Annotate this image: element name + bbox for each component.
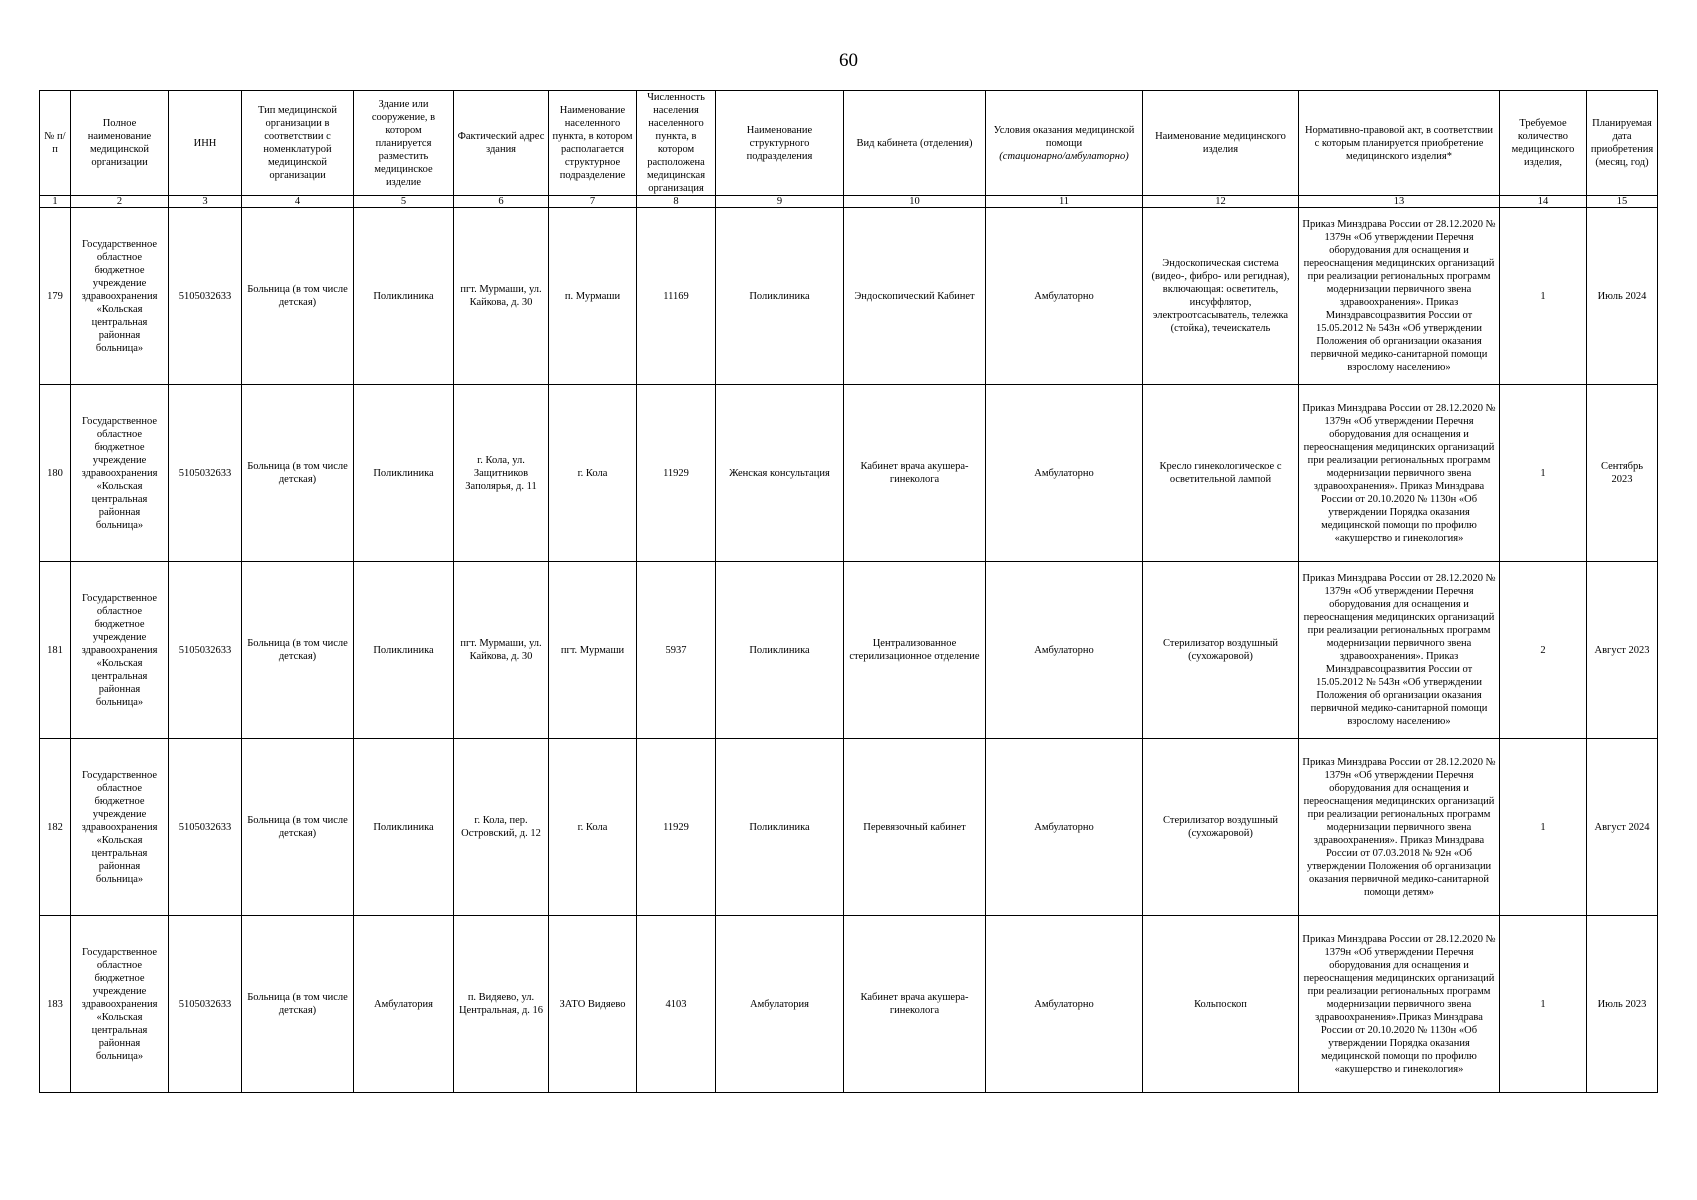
header-row [40, 91, 1658, 196]
col-header-text: Условия оказания медицинской помощи [993, 124, 1135, 149]
cell-num: 182 [40, 739, 71, 916]
cell-locality: ЗАТО Видяево [549, 916, 637, 1093]
cell-org: Государственное областное бюджетное учреждение здравоохранения «Кольская центральная районная больница» [71, 916, 169, 1093]
cell-date: Сентябрь 2023 [1587, 385, 1658, 562]
column-number: 9 [716, 196, 844, 208]
table-row [40, 562, 1658, 739]
col-header: Фактический адрес здания [454, 91, 549, 196]
cell-type: Больница (в том числе детская) [242, 562, 354, 739]
column-number: 11 [986, 196, 1143, 208]
cell-population: 11929 [637, 739, 716, 916]
cell-room: Централизованное стерилизационное отделение [844, 562, 986, 739]
cell-conditions: Амбулаторно [986, 916, 1143, 1093]
column-number: 5 [354, 196, 454, 208]
cell-population: 11929 [637, 385, 716, 562]
cell-locality: г. Кола [549, 385, 637, 562]
table-row [40, 739, 1658, 916]
cell-num: 183 [40, 916, 71, 1093]
cell-device: Кресло гинекологическое с осветительной лампой [1143, 385, 1299, 562]
cell-building: Поликлиника [354, 562, 454, 739]
cell-qty: 1 [1500, 385, 1587, 562]
cell-device: Стерилизатор воздушный (сухожаровой) [1143, 739, 1299, 916]
cell-room: Кабинет врача акушера-гинеколога [844, 385, 986, 562]
col-header: Наименование структурного подразделения [716, 91, 844, 196]
table-row [40, 916, 1658, 1093]
cell-date: Август 2023 [1587, 562, 1658, 739]
column-number: 12 [1143, 196, 1299, 208]
cell-org: Государственное областное бюджетное учреждение здравоохранения «Кольская центральная районная больница» [71, 385, 169, 562]
cell-date: Июль 2023 [1587, 916, 1658, 1093]
cell-locality: г. Кола [549, 739, 637, 916]
col-header: Требуемое количество медицинского изделия, [1500, 91, 1587, 196]
cell-unit: Женская консультация [716, 385, 844, 562]
cell-num: 179 [40, 208, 71, 385]
cell-qty: 1 [1500, 916, 1587, 1093]
cell-type: Больница (в том числе детская) [242, 916, 354, 1093]
col-header: Планируемая дата приобретения (месяц, год) [1587, 91, 1658, 196]
cell-org: Государственное областное бюджетное учреждение здравоохранения «Кольская центральная районная больница» [71, 208, 169, 385]
col-header: Нормативно-правовой акт, в соответствии с которым планируется приобретение медицинского изделия* [1299, 91, 1500, 196]
cell-inn: 5105032633 [169, 562, 242, 739]
col-header [986, 91, 1143, 196]
cell-room: Кабинет врача акушера-гинеколога [844, 916, 986, 1093]
cell-type: Больница (в том числе детская) [242, 739, 354, 916]
cell-inn: 5105032633 [169, 385, 242, 562]
cell-org: Государственное областное бюджетное учреждение здравоохранения «Кольская центральная районная больница» [71, 562, 169, 739]
cell-inn: 5105032633 [169, 916, 242, 1093]
col-header: ИНН [169, 91, 242, 196]
cell-device: Кольпоскоп [1143, 916, 1299, 1093]
cell-date: Июль 2024 [1587, 208, 1658, 385]
cell-unit: Поликлиника [716, 739, 844, 916]
column-number: 7 [549, 196, 637, 208]
cell-qty: 1 [1500, 208, 1587, 385]
cell-conditions: Амбулаторно [986, 562, 1143, 739]
equipment-table [39, 90, 1658, 1093]
column-number-row [40, 196, 1658, 208]
cell-legal: Приказ Минздрава России от 28.12.2020 № 1379н «Об утверждении Перечня оборудования для оснащения и переоснащения медицинских организаций при реализации региональных программ модернизации первичного звена здравоохранения».Приказ Минздрава России от 20.10.2020 № 1130н «Об утверждении Порядка оказания медицинской помощи по профилю «акушерство и гинекология» [1299, 916, 1500, 1093]
col-header-italic: (стационарно/амбулаторно) [999, 150, 1129, 162]
cell-legal: Приказ Минздрава России от 28.12.2020 № 1379н «Об утверждении Перечня оборудования для оснащения и переоснащения медицинских организаций при реализации региональных программ модернизации первичного звена здравоохранения». Приказ Минздрава России от 20.10.2020 № 1130н «Об утверждении Порядка оказания медицинской помощи по профилю «акушерство и гинекология» [1299, 385, 1500, 562]
cell-room: Перевязочный кабинет [844, 739, 986, 916]
cell-address: пгт. Мурмаши, ул. Кайкова, д. 30 [454, 208, 549, 385]
cell-population: 11169 [637, 208, 716, 385]
cell-date: Август 2024 [1587, 739, 1658, 916]
cell-building: Поликлиника [354, 208, 454, 385]
cell-unit: Поликлиника [716, 562, 844, 739]
column-number: 14 [1500, 196, 1587, 208]
col-header: Полное наименование медицинской организации [71, 91, 169, 196]
column-number: 2 [71, 196, 169, 208]
column-number: 3 [169, 196, 242, 208]
cell-legal: Приказ Минздрава России от 28.12.2020 № 1379н «Об утверждении Перечня оборудования для оснащения и переоснащения медицинских организаций при реализации региональных программ модернизации первичного звена здравоохранения». Приказ Минздравсоцразвития России от 15.05.2012 № 543н «Об утверждении Положения об организации оказания первичной медико-санитарной помощи взрослому населению» [1299, 562, 1500, 739]
col-header: Наименование медицинского изделия [1143, 91, 1299, 196]
column-number: 4 [242, 196, 354, 208]
cell-qty: 2 [1500, 562, 1587, 739]
col-header: Вид кабинета (отделения) [844, 91, 986, 196]
cell-room: Эндоскопический Кабинет [844, 208, 986, 385]
cell-unit: Поликлиника [716, 208, 844, 385]
column-number: 10 [844, 196, 986, 208]
cell-population: 5937 [637, 562, 716, 739]
column-number: 6 [454, 196, 549, 208]
cell-legal: Приказ Минздрава России от 28.12.2020 № 1379н «Об утверждении Перечня оборудования для оснащения и переоснащения медицинских организаций при реализации региональных программ модернизации первичного звена здравоохранения». Приказ Минздравсоцразвития России от 15.05.2012 № 543н «Об утверждении Положения об организации оказания первичной медико-санитарной помощи взрослому населению» [1299, 208, 1500, 385]
cell-building: Поликлиника [354, 739, 454, 916]
col-header: № п/п [40, 91, 71, 196]
cell-locality: пгт. Мурмаши [549, 562, 637, 739]
col-header: Здание или сооружение, в котором планируется разместить медицинское изделие [354, 91, 454, 196]
cell-locality: п. Мурмаши [549, 208, 637, 385]
cell-qty: 1 [1500, 739, 1587, 916]
cell-conditions: Амбулаторно [986, 208, 1143, 385]
cell-address: г. Кола, ул. Защитников Заполярья, д. 11 [454, 385, 549, 562]
cell-building: Амбулатория [354, 916, 454, 1093]
cell-num: 180 [40, 385, 71, 562]
cell-type: Больница (в том числе детская) [242, 385, 354, 562]
table-row [40, 208, 1658, 385]
cell-unit: Амбулатория [716, 916, 844, 1093]
column-number: 15 [1587, 196, 1658, 208]
col-header: Тип медицинской организации в соответствии с номенклатурой медицинской организации [242, 91, 354, 196]
cell-address: пгт. Мурмаши, ул. Кайкова, д. 30 [454, 562, 549, 739]
cell-org: Государственное областное бюджетное учреждение здравоохранения «Кольская центральная районная больница» [71, 739, 169, 916]
cell-type: Больница (в том числе детская) [242, 208, 354, 385]
cell-device: Стерилизатор воздушный (сухожаровой) [1143, 562, 1299, 739]
cell-building: Поликлиника [354, 385, 454, 562]
cell-conditions: Амбулаторно [986, 739, 1143, 916]
table-row [40, 385, 1658, 562]
cell-legal: Приказ Минздрава России от 28.12.2020 № 1379н «Об утверждении Перечня оборудования для оснащения и переоснащения медицинских организаций при реализации региональных программ модернизации первичного звена здравоохранения». Приказ Минздрава России от 07.03.2018 № 92н «Об утверждении Положения об организации оказания первичной медико-санитарной помощи детям» [1299, 739, 1500, 916]
cell-population: 4103 [637, 916, 716, 1093]
page-number: 60 [839, 50, 858, 71]
cell-device: Эндоскопическая система (видео-, фибро- или регидная), включающая: осветитель, инсуффлятор, электроотсасыватель, тележка (стойка), течеискатель [1143, 208, 1299, 385]
column-number: 13 [1299, 196, 1500, 208]
cell-address: г. Кола, пер. Островский, д. 12 [454, 739, 549, 916]
cell-inn: 5105032633 [169, 208, 242, 385]
cell-conditions: Амбулаторно [986, 385, 1143, 562]
cell-inn: 5105032633 [169, 739, 242, 916]
col-header: Наименование населенного пункта, в котором располагается структурное подразделение [549, 91, 637, 196]
column-number: 8 [637, 196, 716, 208]
column-number: 1 [40, 196, 71, 208]
col-header: Численность населения населенного пункта, в котором расположена медицинская организация [637, 91, 716, 196]
cell-address: п. Видяево, ул. Центральная, д. 16 [454, 916, 549, 1093]
cell-num: 181 [40, 562, 71, 739]
